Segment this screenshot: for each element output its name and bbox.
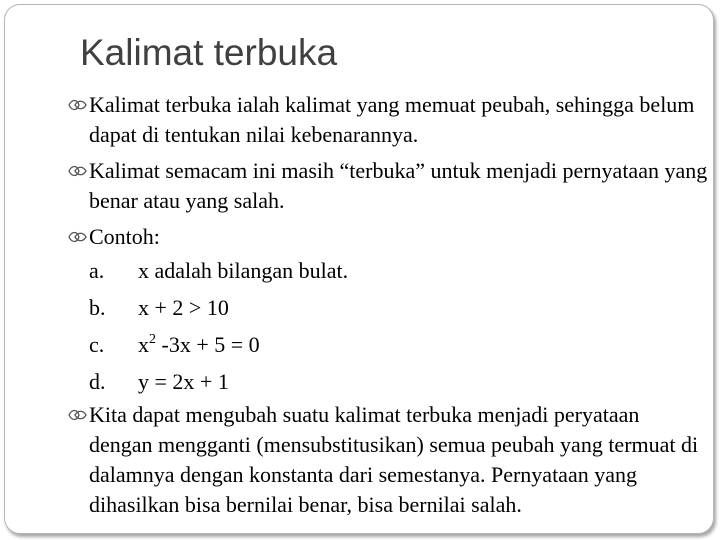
bullet-item	[68, 90, 708, 150]
bullet-text: Kalimat semacam ini masih “terbuka” untuk menjadi pernyataan yang benar atau yang salah.	[89, 158, 708, 213]
bullet-text: Kalimat terbuka ialah kalimat yang memuat peubah, sehingga belum dapat di tentukan nilai kebenarannya.	[89, 92, 695, 147]
example-text-rest: -3x + 5 = 0	[156, 332, 260, 357]
example-item	[68, 252, 708, 289]
bullet-item	[68, 222, 708, 252]
flower-bullet-icon	[68, 164, 87, 178]
flower-bullet-icon	[68, 98, 87, 112]
example-item	[68, 363, 708, 400]
bullet-text: Kita dapat mengubah suatu kalimat terbuka menjadi peryataan dengan mengganti (mensubstitusikan) semua peubah yang termuat di dalamnya dengan konstanta dari semestanya. Pernyataan yang dihasilkan bisa bernilai benar, bisa bernilai salah.	[89, 402, 699, 517]
flower-bullet-icon	[68, 408, 87, 422]
example-label: c.	[89, 332, 105, 357]
flower-bullet-icon	[68, 230, 87, 244]
example-text: y = 2x + 1	[138, 369, 229, 394]
bullet-text: Contoh:	[89, 224, 160, 249]
example-text: x adalah bilangan bulat.	[138, 258, 349, 283]
example-superscript: 2	[149, 331, 156, 347]
slide-content	[68, 90, 708, 520]
bullet-item	[68, 400, 708, 520]
bullet-item	[68, 156, 708, 216]
example-list	[68, 252, 708, 400]
example-label: b.	[89, 295, 106, 320]
slide-title: Kalimat terbuka	[80, 32, 338, 73]
example-item	[68, 289, 708, 326]
example-label: a.	[89, 258, 105, 283]
example-text-base: x	[138, 332, 149, 357]
example-text: x + 2 > 10	[138, 295, 229, 320]
example-label: d.	[89, 369, 106, 394]
example-item	[68, 326, 708, 363]
